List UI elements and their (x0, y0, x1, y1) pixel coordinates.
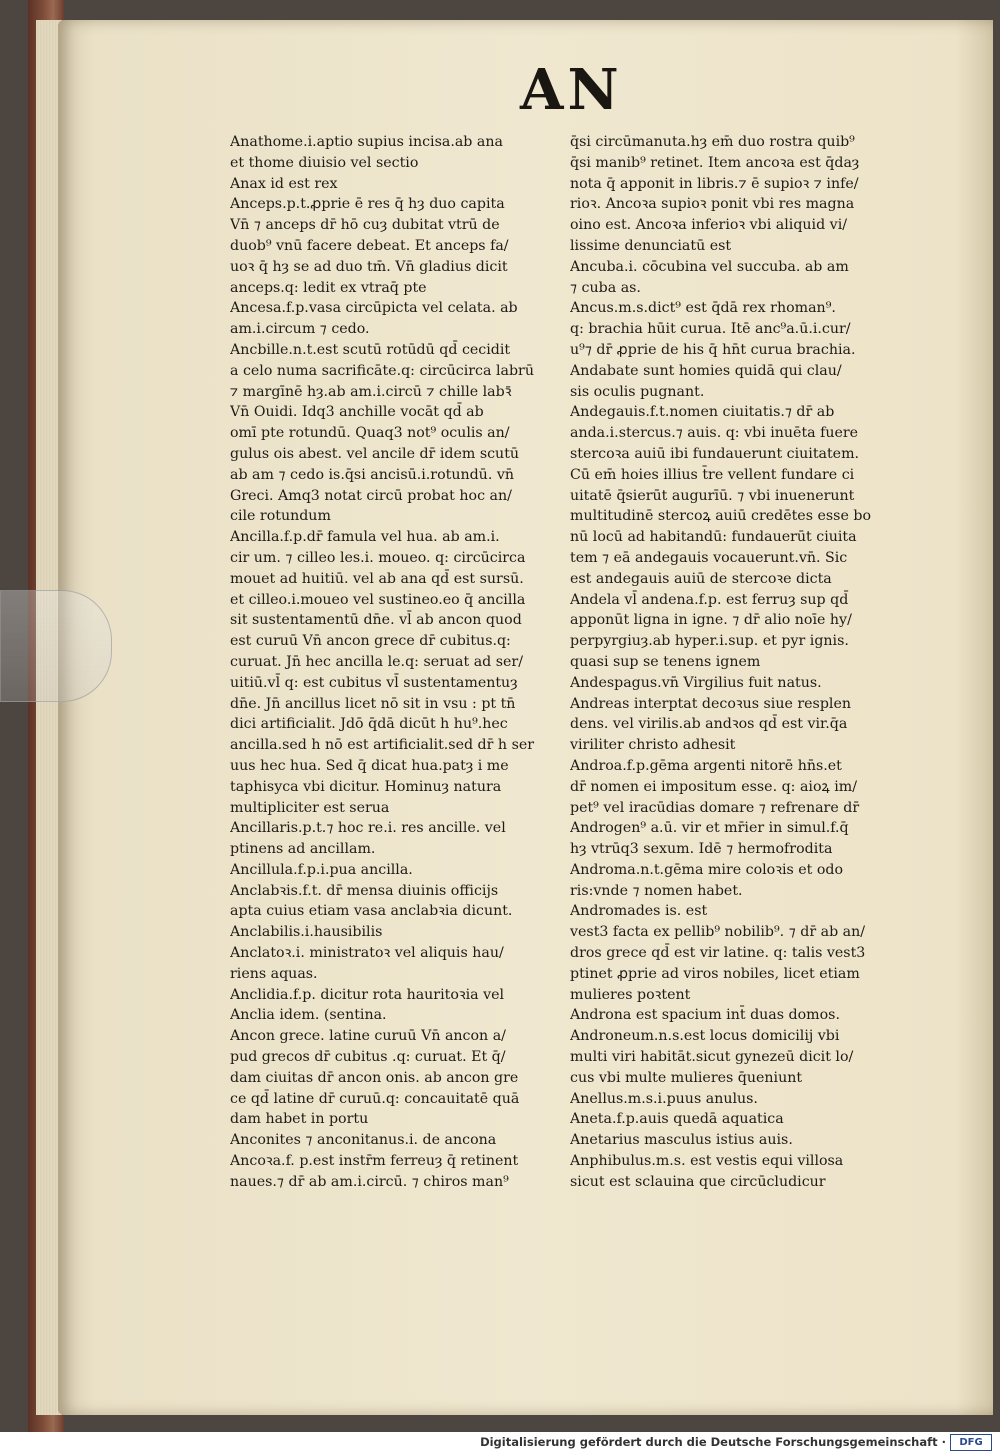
text-line: dens. vel virilis.ab andꝛos qd̄ est vir.q̄a (570, 716, 848, 733)
text-line: Anetarius masculus istius auis. (570, 1132, 793, 1149)
text-line: Aneta.f.p.auis quedā aquatica (570, 1111, 784, 1128)
text-line: pud grecos dr̄ cubitus .q: curuat. Et q̄/ (230, 1049, 506, 1066)
text-line: quasi sup se tenens ignem (570, 653, 761, 670)
text-line: Andabate sunt homies quidā qui clau/ (570, 362, 842, 379)
text-line: u⁹⁊ dr̄ ꝓprie de his q̄ hn̄t curua brachia. (570, 341, 856, 358)
text-line: ancilla.sed h nō est artificialit.sed dr̄ h ser (230, 737, 535, 754)
text-line: et cilleo.i.moueo vel sustineo.eo q̄ ancilla (230, 591, 526, 608)
left-column (230, 132, 560, 1193)
text-line: Ancon grece. latine curuū Vn̄ ancon a/ (230, 1028, 506, 1045)
text-line: ⁊ cuba as. (570, 279, 641, 296)
text-line: nota q̄ apponit in libris.⁊ ē supioꝛ ⁊ infe/ (570, 175, 859, 192)
text-line: ptinet ꝓprie ad viros nobiles, licet etiam (570, 965, 860, 982)
text-line: taphisyca vbi dicitur. Hominuȝ natura (230, 778, 502, 795)
page-heading: AN (520, 57, 623, 123)
text-line: Androgen⁹ a.ū. vir et mr̄ier in simul.f.q̄ (570, 820, 849, 837)
text-line: multitudinē stercoꝝ auiū credētes esse bo (570, 508, 871, 525)
text-line: multipliciter est serua (230, 799, 390, 816)
text-line: Andela vl̄ andena.f.p. est ferruȝ sup qd̄ (570, 591, 849, 608)
text-line: apta cuius etiam vasa anclabꝛia dicunt. (230, 903, 513, 920)
text-line: Androma.n.t.gēma mire coloꝛis et odo (570, 861, 844, 878)
text-line: Anellus.m.s.i.puus anulus. (570, 1090, 758, 1107)
text-line: ce qd̄ latine dr̄ curuū.q: concauitatē quā (230, 1090, 520, 1107)
text-line: tem ⁊ eā andegauis vocauerunt.vn̄. Sic (570, 549, 848, 566)
text-line: mouet ad huitiū. vel ab ana qd̄ est sursū. (230, 570, 524, 587)
text-line: q̄si circūmanuta.hȝ em̄ duo rostra quib⁹ (570, 134, 855, 150)
text-line: q: brachia hūit curua. Itē anc⁹a.ū.i.cur/ (570, 321, 851, 338)
dfg-logo: DFG (950, 1434, 992, 1451)
text-line: gulus ois abest. vel ancile dr̄ idem scutū (230, 445, 520, 462)
text-line: vest3 facta ex pellib⁹ nobilib⁹. ⁊ dr̄ ab an/ (570, 924, 866, 941)
text-line: omī pte rotundū. Quaq3 not⁹ oculis an/ (230, 425, 510, 442)
text-line: Anclia idem. (sentina. (230, 1007, 387, 1024)
text-line: et thome diuisio vel sectio (230, 154, 419, 171)
text-line: Ancilla.f.p.dr̄ famula vel hua. ab am.i. (230, 529, 500, 546)
text-line: Anclabilis.i.hausibilis (230, 924, 383, 941)
text-line: est andegauis auiū de stercoꝛe dicta (570, 570, 832, 587)
text-line: dam ciuitas dr̄ ancon onis. ab ancon gre (230, 1069, 519, 1086)
text-line: dros grece qd̄ est vir latine. q: talis vest3 (570, 945, 866, 962)
text-line: Anax id est rex (230, 175, 338, 192)
text-line: mulieres poꝛtent (570, 986, 691, 1003)
text-line: Andegauis.f.t.nomen ciuitatis.⁊ dr̄ ab (570, 404, 835, 421)
text-line: pet⁹ vel iracūdias domare ⁊ refrenare dr̄ (570, 799, 860, 816)
text-line: Anclatoꝛ.i. ministratoꝛ vel aliquis hau/ (230, 945, 504, 962)
text-line: hȝ vtrūq3 sexum. Idē ⁊ hermofrodita (570, 841, 833, 858)
text-line: ab am ⁊ cedo is.q̄si ancisū.i.rotundū. vn̄ (230, 466, 514, 483)
text-line: Androa.f.p.gēma argenti nitorē hn̄s.et (570, 757, 842, 774)
text-line: Ancuba.i. cōcubina vel succuba. ab am (570, 258, 849, 275)
text-line: Cū em̄ hoies illius t̄re vellent fundare ci (570, 466, 855, 483)
text-line: Anathome.i.aptio supius incisa.ab ana (230, 134, 503, 150)
text-line: Ancillula.f.p.i.pua ancilla. (230, 861, 413, 878)
text-line: stercoꝛa auiū ibi fundauerunt ciuitatem. (570, 445, 860, 462)
text-line: q̄si manib⁹ retinet. Item ancoꝛa est q̄daȝ (570, 154, 860, 171)
text-line: naues.⁊ dr̄ ab am.i.circū. ⁊ chiros man⁹ (230, 1173, 509, 1190)
text-line: sit sustentamentū dn̄e. vl̄ ab ancon quod (230, 612, 522, 629)
text-line: Vn̄ Ouidi. Idq3 anchille vocāt qd̄ ab (230, 404, 484, 421)
text-line: Greci. Amq3 notat circū probat hoc an/ (230, 487, 512, 504)
text-line: riens aquas. (230, 965, 318, 982)
text-line: curuat. Jn̄ hec ancilla le.q: seruat ad ser/ (230, 653, 523, 670)
text-line: multi viri habitāt.sicut gynezeū dicit lo/ (570, 1049, 854, 1066)
text-line: Anphibulus.m.s. est vestis equi villosa (570, 1153, 844, 1170)
text-line: viriliter christo adhesit (570, 737, 736, 754)
text-line: duob⁹ vnū facere debeat. Et anceps fa/ (230, 237, 509, 254)
funding-credit: Digitalisierung gefördert durch die Deutsche Forschungsgemeinschaft · (480, 1435, 946, 1449)
text-line: apponūt ligna in igne. ⁊ dr̄ alio noīe hy/ (570, 612, 852, 629)
text-line: Ancesa.f.p.vasa circūpicta vel celata. ab (230, 300, 518, 317)
text-line: Andromades is. est (570, 903, 708, 920)
text-line: ris:vnde ⁊ nomen habet. (570, 882, 743, 899)
text-line: uitiū.vl̄ q: est cubitus vl̄ sustentamentuȝ (230, 674, 518, 691)
text-line: Ancus.m.s.dict⁹ est q̄dā rex rhoman⁹. (570, 300, 836, 317)
text-line: est curuū Vn̄ ancon grece dr̄ cubitus.q: (230, 633, 511, 650)
text-line: ⁊ margīnē hȝ.ab am.i.circū ⁊ chille labꝛ̄ (230, 383, 512, 400)
text-line: Anconites ⁊ anconitanus.i. de ancona (230, 1132, 497, 1149)
text-line: a celo numa sacrificāte.q: circūcirca labrū (230, 362, 534, 379)
text-line: Ancoꝛa.f. p.est instr̄m ferreuȝ q̄ retinent (230, 1153, 519, 1170)
text-line: lissime denunciatū est (570, 237, 732, 254)
clasp-strap (0, 590, 112, 702)
text-line: Androna est spacium int̄ duas domos. (570, 1007, 840, 1024)
text-line: dr̄ nomen ei impositum esse. q: aioꝝ im/ (570, 778, 857, 795)
text-line: dn̄e. Jn̄ ancillus licet nō sit in vsu : pt tn̄ (230, 695, 516, 712)
text-line: Anclidia.f.p. dicitur rota hauritoꝛia vel (230, 986, 505, 1003)
text-line: cir um. ⁊ cilleo les.i. moueo. q: circūcirca (230, 549, 526, 566)
text-line: anceps.q: ledit ex vtraq̄ pte (230, 279, 427, 296)
text-line: dici artificialit. Jdō q̄dā dicūt h hu⁹.hec (230, 716, 508, 733)
text-line: Vn̄ ⁊ anceps dr̄ hō cuȝ dubitat vtrū de (230, 217, 500, 234)
text-line: Ancillaris.p.t.⁊ hoc re.i. res ancille. vel (230, 820, 506, 837)
text-line: cile rotundum (230, 508, 331, 525)
text-line: perpyrgiuȝ.ab hyper.i.sup. et pyr ignis. (570, 633, 849, 650)
text-line: oino est. Ancoꝛa inferioꝛ vbi aliquid vi/ (570, 217, 848, 234)
text-line: uoꝛ q̄ hȝ se ad duo tm̄. Vn̄ gladius dicit (230, 258, 508, 275)
text-line: ptinens ad ancillam. (230, 841, 376, 858)
text-line: Androneum.n.s.est locus domicilij vbi (570, 1028, 840, 1045)
right-column (570, 132, 900, 1193)
text-line: uus hec hua. Sed q̄ dicat hua.patȝ i me (230, 757, 509, 774)
text-line: Anceps.p.t.ꝓprie ē res q̄ hȝ duo capita (230, 196, 505, 213)
text-line: sicut est sclauina que circūcludicur (570, 1173, 826, 1190)
text-line: cus vbi multe mulieres q̄ueniunt (570, 1069, 803, 1086)
text-line: Ancbille.n.t.est scutū rotūdū qd̄ cecidit (230, 341, 511, 358)
text-line: Andespagus.vn̄ Virgilius fuit natus. (570, 674, 822, 691)
text-line: rioꝛ. Ancoꝛa supioꝛ ponit vbi res magna (570, 196, 855, 213)
text-line: anda.i.stercus.⁊ auis. q: vbi inuēta fuere (570, 425, 859, 442)
text-line: Anclabꝛis.f.t. dr̄ mensa diuinis officijs (230, 882, 499, 899)
text-line: sis oculis pugnant. (570, 383, 705, 400)
text-line: Andreas interptat decoꝛus siue resplen (570, 695, 851, 712)
text-line: am.i.circum ⁊ cedo. (230, 321, 370, 338)
text-line: nū locū ad habitandū: fundauerūt ciuita (570, 529, 857, 546)
text-line: uitatē q̄sierūt augurīū. ⁊ vbi inuenerunt (570, 487, 855, 504)
text-line: dam habet in portu (230, 1111, 369, 1128)
